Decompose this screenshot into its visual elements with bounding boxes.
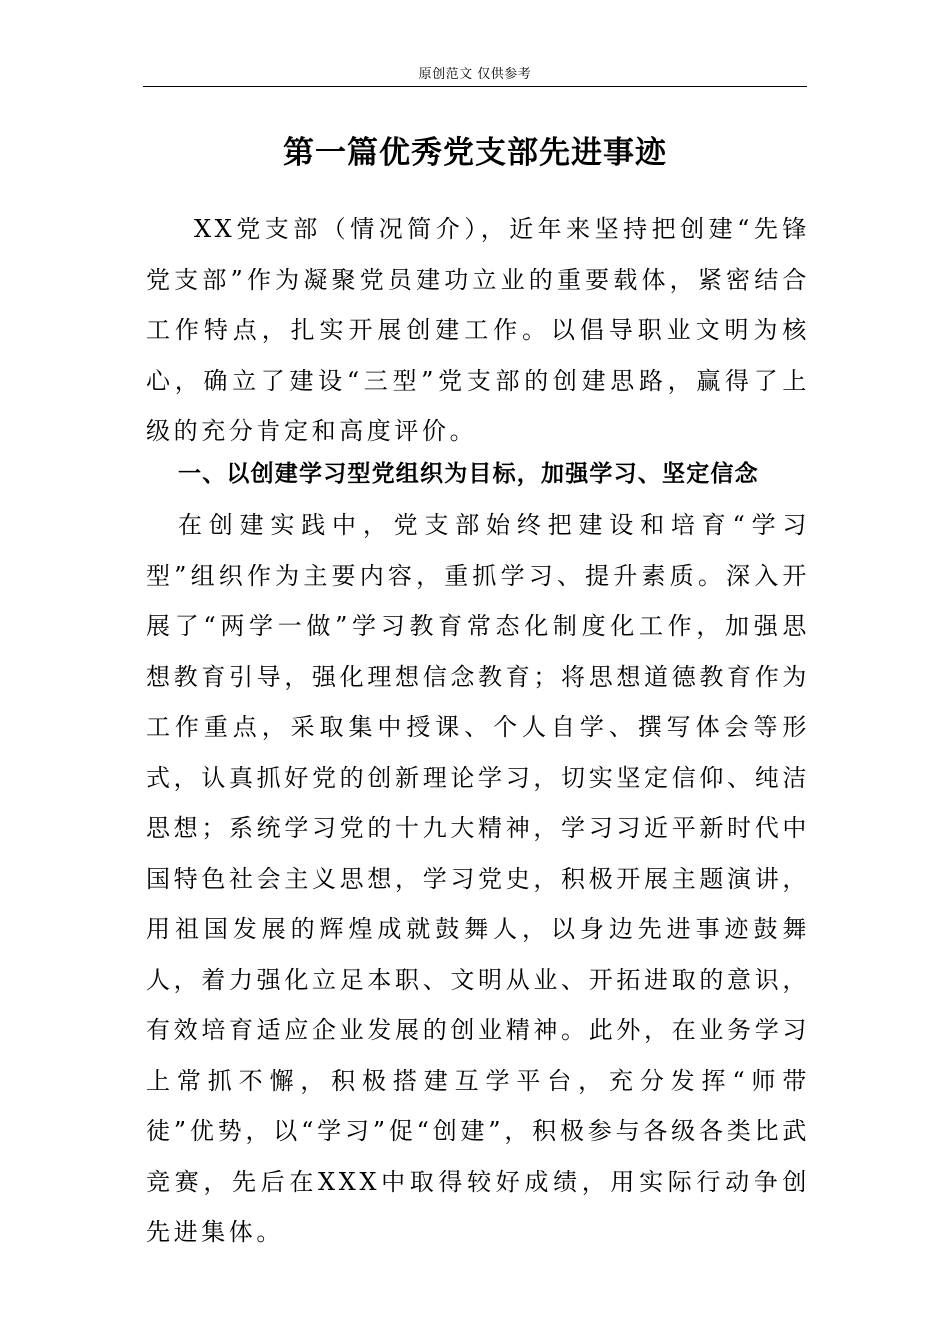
- header-divider: [143, 86, 807, 87]
- section-paragraph: 在创建实践中，党支部始终把建设和培育“学习型”组织作为主要内容，重抓学习、提升素质。深入开展了“两学一做”学习教育常态化制度化工作，加强思想教育引导，强化理想信念教育；将思想道德教育作为工作重点，采取集中授课、个人自学、撰写体会等形式，认真抓好党的创新理论学习，切实坚定信仰、纯洁思想；系统学习党的十九大精神，学习习近平新时代中国特色社会主义思想，学习党史，积极开展主题演讲，用祖国发展的辉煌成就鼓舞人，以身边先进事迹鼓舞人，着力强化立足本职、文明从业、开拓进取的意识，有效培育适应企业发展的创业精神。此外，在业务学习上常抓不懈，积极搭建互学平台，充分发挥“师带徒”优势，以“学习”促“创建”，积极参与各级各类比武竞赛，先后在XXX中取得较好成绩，用实际行动争创先进集体。: [146, 511, 810, 1246]
- section-heading: 一、以创建学习型党组织为目标，加强学习、坚定信念: [178, 460, 759, 487]
- intro-paragraph: XX党支部（情况简介），近年来坚持把创建“先锋党支部”作为凝聚党员建功立业的重要载体，紧密结合工作特点，扎实开展创建工作。以倡导职业文明为核心，确立了建设“三型”党支部的创建思路，赢得了上级的充分肯定和高度评价。: [146, 215, 810, 445]
- document-title: 第一篇优秀党支部先进事迹: [283, 135, 667, 171]
- page-header: 原创范文 仅供参考: [418, 67, 532, 82]
